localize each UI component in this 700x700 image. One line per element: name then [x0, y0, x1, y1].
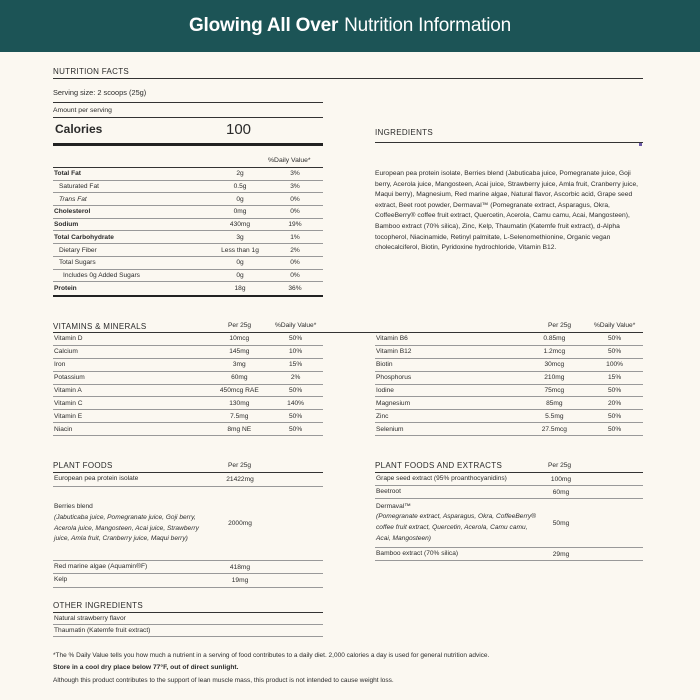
nutrition-row	[53, 193, 323, 206]
calories-rule	[53, 143, 323, 146]
vitamin-amount: 7.5mg	[230, 412, 249, 420]
vitamin-amount: 8mg NE	[227, 425, 252, 433]
vitamin-row	[375, 423, 643, 436]
plant-amount: 418mg	[229, 563, 251, 571]
plant-amount: 19mg	[231, 577, 249, 584]
plant-extracts-title: PLANT FOODS AND EXTRACTS	[375, 461, 503, 470]
vitamin-row	[53, 423, 323, 436]
nutrition-bottom-rule	[53, 295, 323, 297]
plant-name: Berries blend	[54, 503, 93, 511]
vitamin-name: Magnesium	[376, 399, 411, 407]
vitamin-amount: 0.85mg	[543, 335, 566, 343]
vitamin-dv: 10%	[289, 348, 303, 356]
nutrient-name: Total Fat	[54, 170, 81, 178]
vitamin-dv: 50%	[608, 412, 622, 420]
plant-amount: 100mg	[550, 475, 572, 483]
nutrient-dv: 0%	[290, 208, 300, 216]
page-header	[0, 0, 700, 52]
vitamin-dv: 15%	[289, 361, 303, 369]
nutrition-row	[53, 270, 323, 283]
serving-rule	[53, 102, 323, 103]
vitamin-amount: 130mg	[229, 399, 250, 407]
vitamin-dv: 50%	[608, 387, 622, 395]
nutrition-row	[53, 219, 323, 232]
other-ingredient: Natural strawberry flavor	[54, 615, 126, 622]
plant-extracts-per: Per 25g	[548, 462, 572, 469]
nutrient-name: Trans Fat	[59, 195, 87, 203]
vitamins-per-right: Per 25g	[548, 322, 572, 329]
plant-name-cell	[375, 474, 536, 485]
vitamin-dv: 20%	[608, 399, 622, 407]
other-ingredient: Thaumatin (Katemfe fruit extract)	[54, 627, 151, 634]
amount-per-serving: Amount per serving	[53, 107, 112, 114]
vitamin-name: Vitamin A	[54, 387, 82, 395]
vitamin-dv: 50%	[608, 425, 622, 433]
vitamin-dv: 50%	[608, 348, 622, 356]
vitamin-amount: 85mg	[546, 399, 563, 407]
nutrition-row	[53, 232, 323, 245]
plant-detail: (Pomegranate extract, Asparagus, Okra, CoffeeBerry® coffee fruit extract, Quercetin, Acerola, Camu camu, Acai, Mangosteen)	[376, 513, 537, 542]
accent-mark	[639, 143, 642, 146]
nutrient-dv: 0%	[290, 259, 300, 267]
vitamin-name: Vitamin E	[54, 412, 83, 420]
vitamin-name: Iron	[54, 361, 66, 369]
plant-name: European pea protein isolate	[54, 475, 139, 483]
plant-amount: 29mg	[552, 550, 570, 558]
nutrient-name: Sodium	[54, 221, 79, 229]
vitamin-dv: 100%	[606, 361, 624, 369]
nutrient-name: Total Sugars	[59, 259, 96, 267]
header-title-rest: Nutrition Information	[344, 15, 512, 36]
vitamin-row	[53, 359, 323, 372]
plant-row	[53, 561, 323, 574]
plant-foods-title: PLANT FOODS	[53, 461, 113, 470]
plant-name: Dermaval™	[376, 502, 411, 510]
nutrition-row	[53, 244, 323, 257]
nutrient-dv: 2%	[290, 246, 300, 254]
vitamin-name: Selenium	[376, 425, 404, 433]
nutrient-amount: Less than 1g	[221, 246, 259, 254]
vitamin-row	[53, 398, 323, 411]
vitamin-amount: 75mcg	[544, 387, 565, 395]
vitamin-row	[53, 410, 323, 423]
vitamin-row	[53, 385, 323, 398]
nutrient-dv: 36%	[288, 285, 302, 293]
serving-size: Serving size: 2 scoops (25g)	[53, 88, 147, 97]
nutrient-dv: 3%	[290, 170, 300, 178]
vitamin-row	[53, 372, 323, 385]
vitamin-dv: 2%	[290, 374, 301, 382]
vitamin-name: Zinc	[376, 412, 389, 420]
footer-storage: Store in a cool dry place below 77°F, out of direct sunlight.	[53, 664, 239, 671]
vitamin-name: Biotin	[376, 361, 393, 369]
vitamin-dv: 50%	[289, 412, 303, 420]
plant-row	[53, 487, 323, 561]
nutrient-amount: 430mg	[229, 221, 251, 229]
vitamin-amount: 210mg	[544, 374, 565, 382]
vitamin-row	[375, 333, 643, 346]
nutrient-name: Saturated Fat	[59, 183, 99, 191]
nutrition-row	[53, 257, 323, 270]
nutrition-row	[53, 181, 323, 194]
nutrient-name: Includes 0g Added Sugars	[63, 271, 140, 279]
plant-name-cell	[53, 562, 204, 573]
vitamin-amount: 27.5mcg	[541, 425, 567, 433]
vitamin-row	[53, 346, 323, 359]
nutrient-name: Total Carbohydrate	[54, 233, 114, 241]
dv-header: %Daily Value*	[268, 157, 311, 164]
vitamin-amount: 5.5mg	[545, 412, 564, 420]
plant-name: Kelp	[54, 576, 68, 584]
ingredients-title: INGREDIENTS	[375, 128, 433, 137]
plant-name-cell	[375, 487, 536, 498]
plant-name-cell	[53, 502, 204, 544]
vitamin-row	[375, 359, 643, 372]
nutrient-name: Dietary Fiber	[59, 246, 97, 254]
footer-disclaimer: Although this product contributes to the support of lean muscle mass, this product is not intended to cause weight loss.	[53, 677, 394, 684]
nutrient-name: Protein	[54, 285, 77, 293]
nutrient-dv: 19%	[288, 221, 302, 229]
vitamin-row	[375, 346, 643, 359]
nutrient-amount: 3g	[236, 233, 244, 241]
nutrient-amount: 18g	[234, 285, 246, 293]
header-title-bold: Glowing All Over	[188, 15, 339, 36]
plant-name: Red marine algae (Aquamin®F)	[54, 562, 148, 570]
plant-name-cell	[375, 549, 536, 560]
vitamin-row	[375, 398, 643, 411]
vitamin-row	[375, 410, 643, 423]
vitamins-per-left: Per 25g	[228, 322, 252, 329]
plant-amount: 60mg	[552, 488, 570, 496]
vitamin-name: Vitamin D	[54, 335, 83, 343]
vitamin-amount: 10mcg	[229, 335, 250, 343]
vitamin-amount: 30mcg	[544, 361, 565, 369]
calories-label: Calories	[55, 122, 103, 136]
plant-name: Beetroot	[376, 487, 401, 495]
nutrient-amount: 0g	[236, 259, 244, 267]
vitamin-amount: 145mg	[229, 348, 250, 356]
vitamin-dv: 140%	[287, 399, 305, 407]
plant-foods-per: Per 25g	[228, 462, 252, 469]
vitamin-name: Calcium	[54, 348, 78, 356]
vitamin-dv: 50%	[608, 335, 622, 343]
vitamin-dv: 15%	[608, 374, 622, 382]
plant-name-cell	[53, 474, 204, 485]
vitamin-dv: 50%	[289, 387, 303, 395]
nutrient-amount: 0g	[236, 271, 244, 279]
plant-row	[53, 473, 323, 487]
plant-amount: 21422mg	[226, 476, 254, 483]
plant-row	[375, 548, 643, 561]
vitamins-dv-left: %Daily Value*	[275, 322, 317, 329]
nutrient-dv: 0%	[290, 195, 300, 203]
vitamins-title: VITAMINS & MINERALS	[53, 322, 147, 331]
vitamin-name: Niacin	[54, 425, 73, 433]
vitamin-row	[53, 333, 323, 346]
nutrient-amount: 0.5g	[233, 183, 247, 191]
other-row	[53, 625, 323, 637]
nutrition-facts-title: NUTRITION FACTS	[53, 67, 130, 76]
nutrient-amount: 0g	[236, 195, 244, 203]
plant-name-cell	[53, 575, 204, 586]
vitamin-name: Phosphorus	[376, 374, 412, 382]
vitamin-name: Iodine	[376, 387, 394, 395]
ingredients-rule	[375, 142, 643, 143]
nutrient-amount: 0mg	[233, 208, 247, 216]
vitamin-amount: 60mg	[231, 374, 248, 382]
vitamin-dv: 50%	[289, 335, 303, 343]
nutrient-dv: 3%	[290, 183, 300, 191]
plant-row	[375, 473, 643, 486]
other-title: OTHER INGREDIENTS	[53, 601, 143, 610]
plant-row	[375, 486, 643, 499]
plant-detail: (Jabuticaba juice, Pomegranate juice, Goji berry, Acerola juice, Mangosteen, Acai juice, Strawberry juice, Amla fruit, Cranberry juice, Maqui berry)	[54, 513, 199, 543]
nutrient-amount: 2g	[236, 170, 244, 178]
plant-amount: 50mg	[552, 519, 570, 527]
nutrient-name: Cholesterol	[54, 208, 91, 216]
vitamin-name: Vitamin C	[54, 399, 83, 407]
vitamin-amount: 450mcg RAE	[219, 387, 259, 395]
vitamin-name: Potassium	[54, 374, 85, 382]
vitamin-name: Vitamin B6	[376, 335, 408, 343]
vitamins-dv-right: %Daily Value*	[594, 322, 636, 329]
calories-value: 100	[226, 121, 252, 138]
vitamin-name: Vitamin B12	[376, 348, 412, 356]
nutrition-top-rule	[53, 78, 643, 79]
plant-amount: 2000mg	[228, 520, 252, 527]
vitamin-amount: 3mg	[232, 361, 246, 369]
amount-rule	[53, 117, 323, 118]
vitamin-row	[375, 372, 643, 385]
plant-name: Bamboo extract (70% silica)	[376, 549, 459, 557]
nutrition-row	[53, 206, 323, 219]
plant-name-cell	[375, 502, 536, 544]
vitamin-dv: 50%	[289, 425, 303, 433]
plant-row	[375, 499, 643, 548]
nutrition-row	[53, 168, 323, 181]
nutrient-dv: 1%	[290, 233, 300, 241]
nutrition-row	[53, 282, 323, 295]
footer-note: *The % Daily Value tells you how much a nutrient in a serving of food contributes to a daily diet. 2,000 calories a day is used for general nutrition advice.	[53, 652, 490, 659]
plant-name: Grape seed extract (95% proanthocyanidins)	[376, 474, 507, 482]
vitamin-amount: 1.2mcg	[543, 348, 566, 356]
nutrient-dv: 0%	[290, 271, 300, 279]
vitamin-row	[375, 385, 643, 398]
plant-row	[53, 574, 323, 588]
other-row	[53, 613, 323, 625]
ingredients-text: European pea protein isolate, Berries blend (Jabuticaba juice, Pomegranate juice, Goji berry, Acerola juice, Mangosteen, Acai juice, Strawberry juice, Amla fruit, Cranberry juice, Maqui berry), Magnesium, Red marine algae, Natural flavor, Ascorbic acid, Grape seed extract, Beet root powder, Dermaval™ (Pomegranate extract, Asparagus, Okra, CoffeeBerry® coffee fruit extract, Quercetin, Acerola, Camu camu, Acai, Mangosteen), Bamboo extract (70% silica), Zinc, Kelp, Thaumatin (Katemfe fruit extract), d-Alpha tocopherol, Niacinamide, Retinyl palmitate, L-Selenomethionine, Organic vegan cholecalciferol, Biotin, Pyridoxine hydrochloride, Vitamin B12.	[375, 170, 639, 252]
